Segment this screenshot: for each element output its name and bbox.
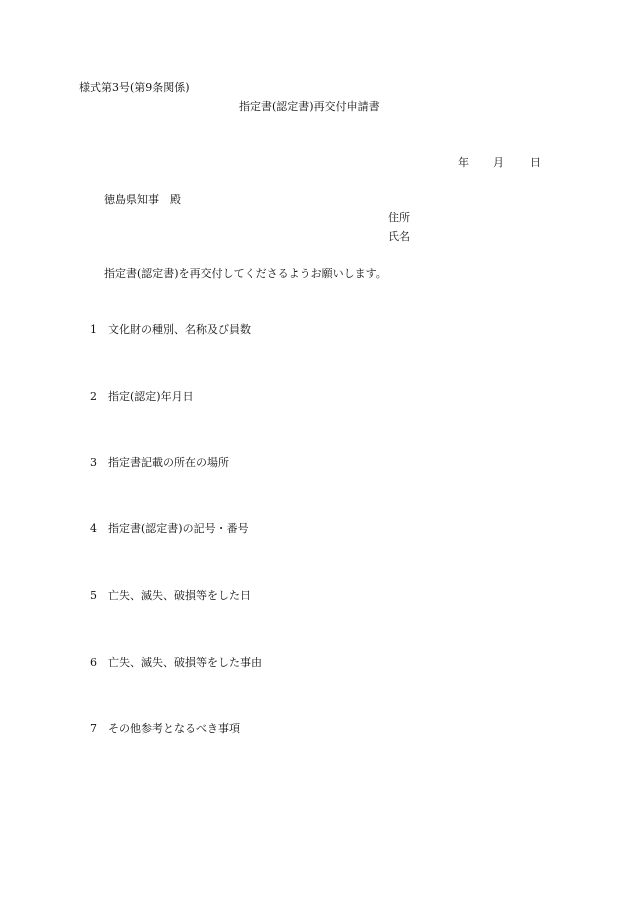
- date-year-label: 年: [458, 156, 469, 169]
- item-label: 指定(認定)年月日: [108, 390, 194, 403]
- request-text: 指定書(認定書)を再交付してくださるようお願いします。: [104, 267, 387, 280]
- item-3: [90, 457, 229, 468]
- item-label: その他参考となるべき事項: [108, 722, 240, 735]
- item-label: 亡失、滅失、破損等をした事由: [108, 656, 262, 669]
- item-1: [90, 324, 251, 335]
- date-day-label: 日: [530, 156, 541, 169]
- form-number: 様式第3号(第9条関係): [79, 81, 190, 94]
- item-number: 4: [90, 522, 97, 535]
- item-number: 1: [90, 323, 97, 336]
- item-label: 亡失、滅失、破損等をした日: [108, 589, 251, 602]
- name-label: 氏名: [388, 230, 410, 243]
- item-number: 3: [90, 456, 97, 469]
- item-5: [90, 590, 251, 601]
- item-number: 6: [90, 656, 97, 669]
- item-number: 2: [90, 390, 97, 403]
- item-label: 文化財の種別、名称及び員数: [108, 323, 251, 336]
- item-number: 7: [90, 722, 97, 735]
- item-label: 指定書記載の所在の場所: [108, 456, 229, 469]
- item-4: [90, 523, 249, 534]
- item-7: [90, 723, 240, 734]
- addressee: 徳島県知事 殿: [104, 193, 181, 206]
- document-title: 指定書(認定書)再交付申請書: [239, 100, 380, 113]
- item-label: 指定書(認定書)の記号・番号: [108, 522, 249, 535]
- item-2: [90, 391, 194, 402]
- item-number: 5: [90, 589, 97, 602]
- date-month-label: 月: [493, 156, 504, 169]
- item-6: [90, 657, 262, 668]
- address-label: 住所: [388, 211, 410, 224]
